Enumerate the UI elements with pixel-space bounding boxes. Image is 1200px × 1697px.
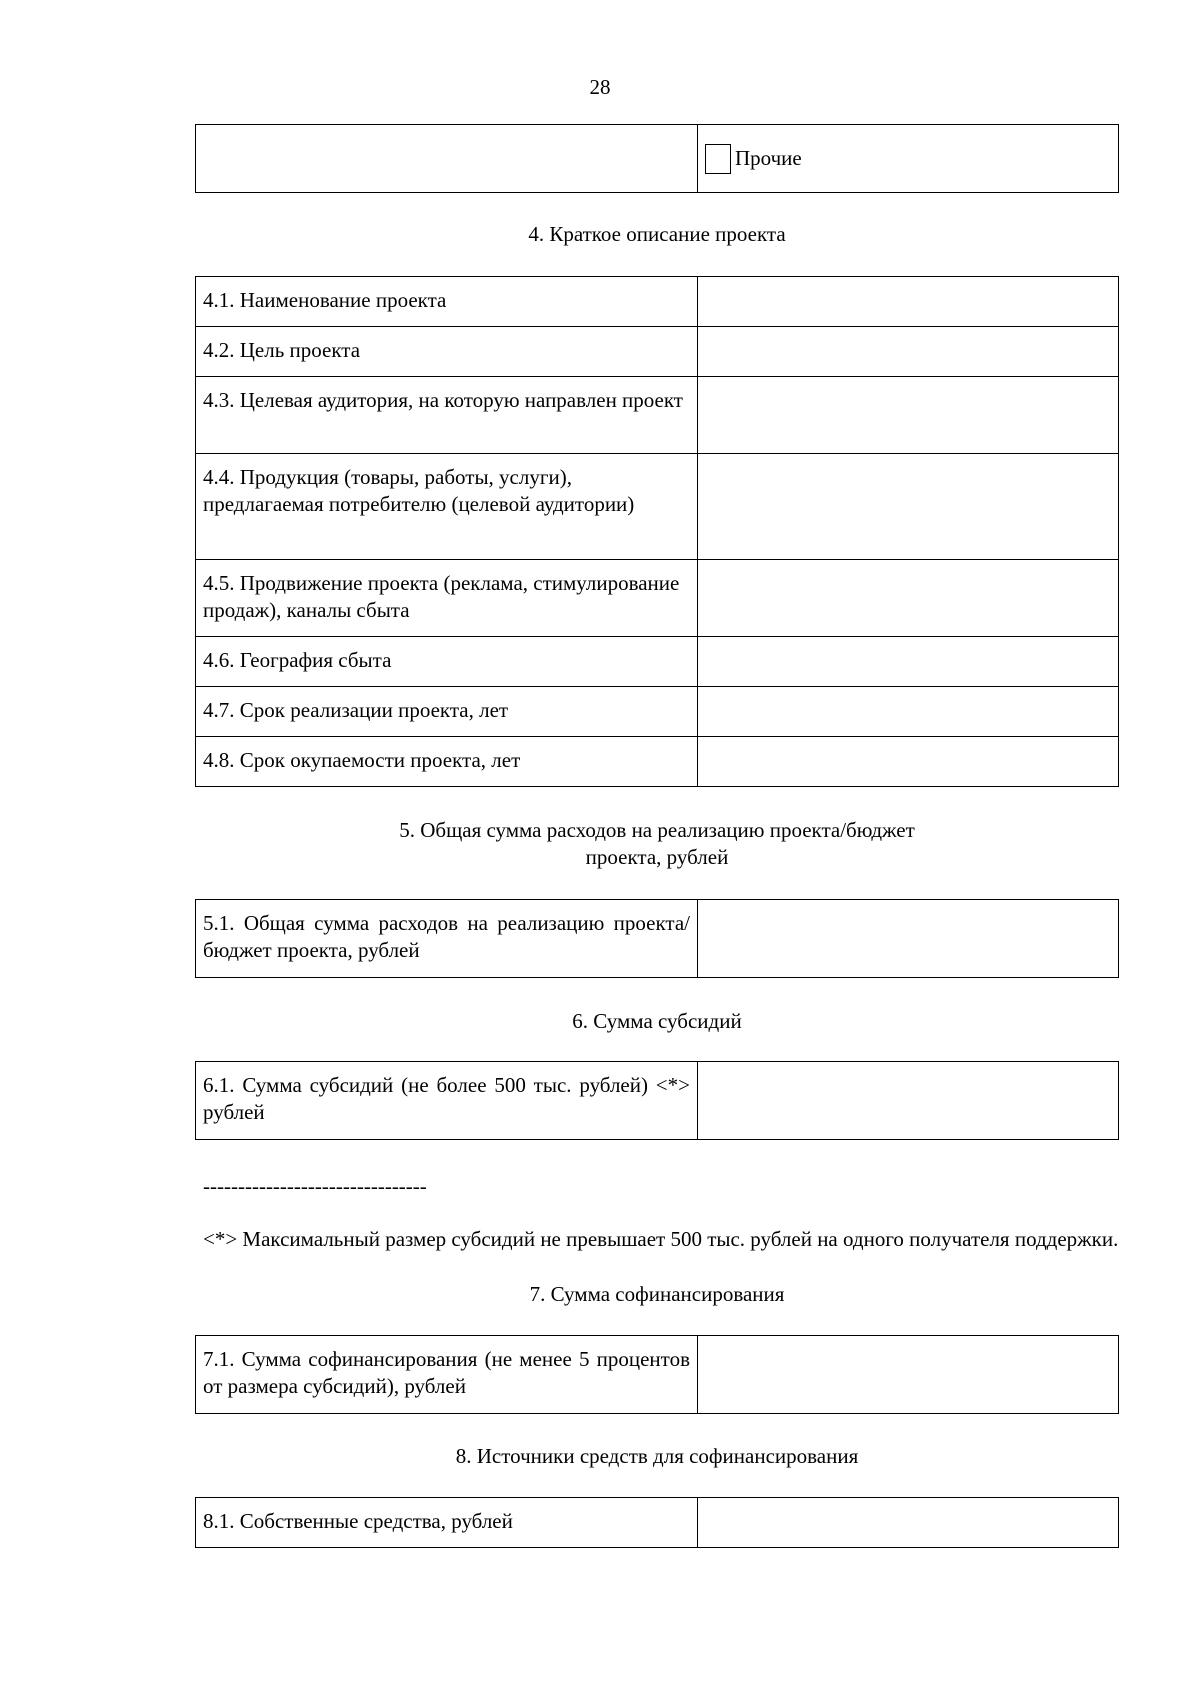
row-label: 4.3. Целевая аудитория, на которую направлен проект (196, 377, 698, 454)
page-number: 28 (589, 75, 611, 99)
section7-table (195, 1335, 1119, 1414)
value-field[interactable] (698, 277, 1119, 327)
section7-heading: 7. Сумма софинансирования (529, 1282, 785, 1306)
section8-heading: 8. Источники средств для софинансирования (455, 1444, 859, 1468)
row-label: 4.2. Цель проекта (196, 327, 698, 377)
row-label: 5.1. Общая сумма расходов на реализацию проекта/бюджет проекта, рублей (196, 900, 698, 978)
row-label: 4.6. География сбыта (196, 637, 698, 687)
row-label: 8.1. Собственные средства, рублей (196, 1498, 698, 1548)
value-field[interactable] (698, 377, 1119, 454)
top-table (195, 124, 1119, 193)
row-label: 4.8. Срок окупаемости проекта, лет (196, 737, 698, 787)
footnote-separator: -------------------------------- (203, 1174, 427, 1198)
top-table-checkbox-cell (698, 125, 1119, 193)
row-label: 4.1. Наименование проекта (196, 277, 698, 327)
value-field[interactable] (698, 900, 1119, 978)
value-field[interactable] (698, 637, 1119, 687)
value-field[interactable] (698, 454, 1119, 560)
row-label: 4.7. Срок реализации проекта, лет (196, 687, 698, 737)
value-field[interactable] (698, 1062, 1119, 1140)
value-field[interactable] (698, 560, 1119, 637)
section8-table (195, 1497, 1119, 1548)
row-label: 4.4. Продукция (товары, работы, услуги), предлагаемая потребителю (целевой аудитории) (196, 454, 698, 560)
section5-table (195, 899, 1119, 978)
footnote-text: <*> Максимальный размер субсидий не превышает 500 тыс. рублей на одного получателя поддержки. (203, 1227, 1119, 1251)
section4-table (195, 276, 1119, 787)
section5-heading-line1: 5. Общая сумма расходов на реализацию проекта/бюджет (399, 818, 915, 842)
row-label: 4.5. Продвижение проекта (реклама, стимулирование продаж), каналы сбыта (196, 560, 698, 637)
value-field[interactable] (698, 1336, 1119, 1414)
section5-heading-line2: проекта, рублей (585, 845, 729, 869)
value-field[interactable] (698, 327, 1119, 377)
checkbox-label-other: Прочие (735, 146, 802, 170)
section6-table (195, 1061, 1119, 1140)
section6-heading: 6. Сумма субсидий (572, 1009, 742, 1033)
value-field[interactable] (698, 687, 1119, 737)
checkbox-icon[interactable] (705, 144, 731, 174)
row-label: 6.1. Сумма субсидий (не более 500 тыс. рублей) <*> рублей (196, 1062, 698, 1140)
value-field[interactable] (698, 1498, 1119, 1548)
top-table-empty-cell (196, 125, 698, 193)
row-label: 7.1. Сумма софинансирования (не менее 5 процентов от размера субсидий), рублей (196, 1336, 698, 1414)
section4-heading: 4. Краткое описание проекта (528, 222, 786, 246)
value-field[interactable] (698, 737, 1119, 787)
